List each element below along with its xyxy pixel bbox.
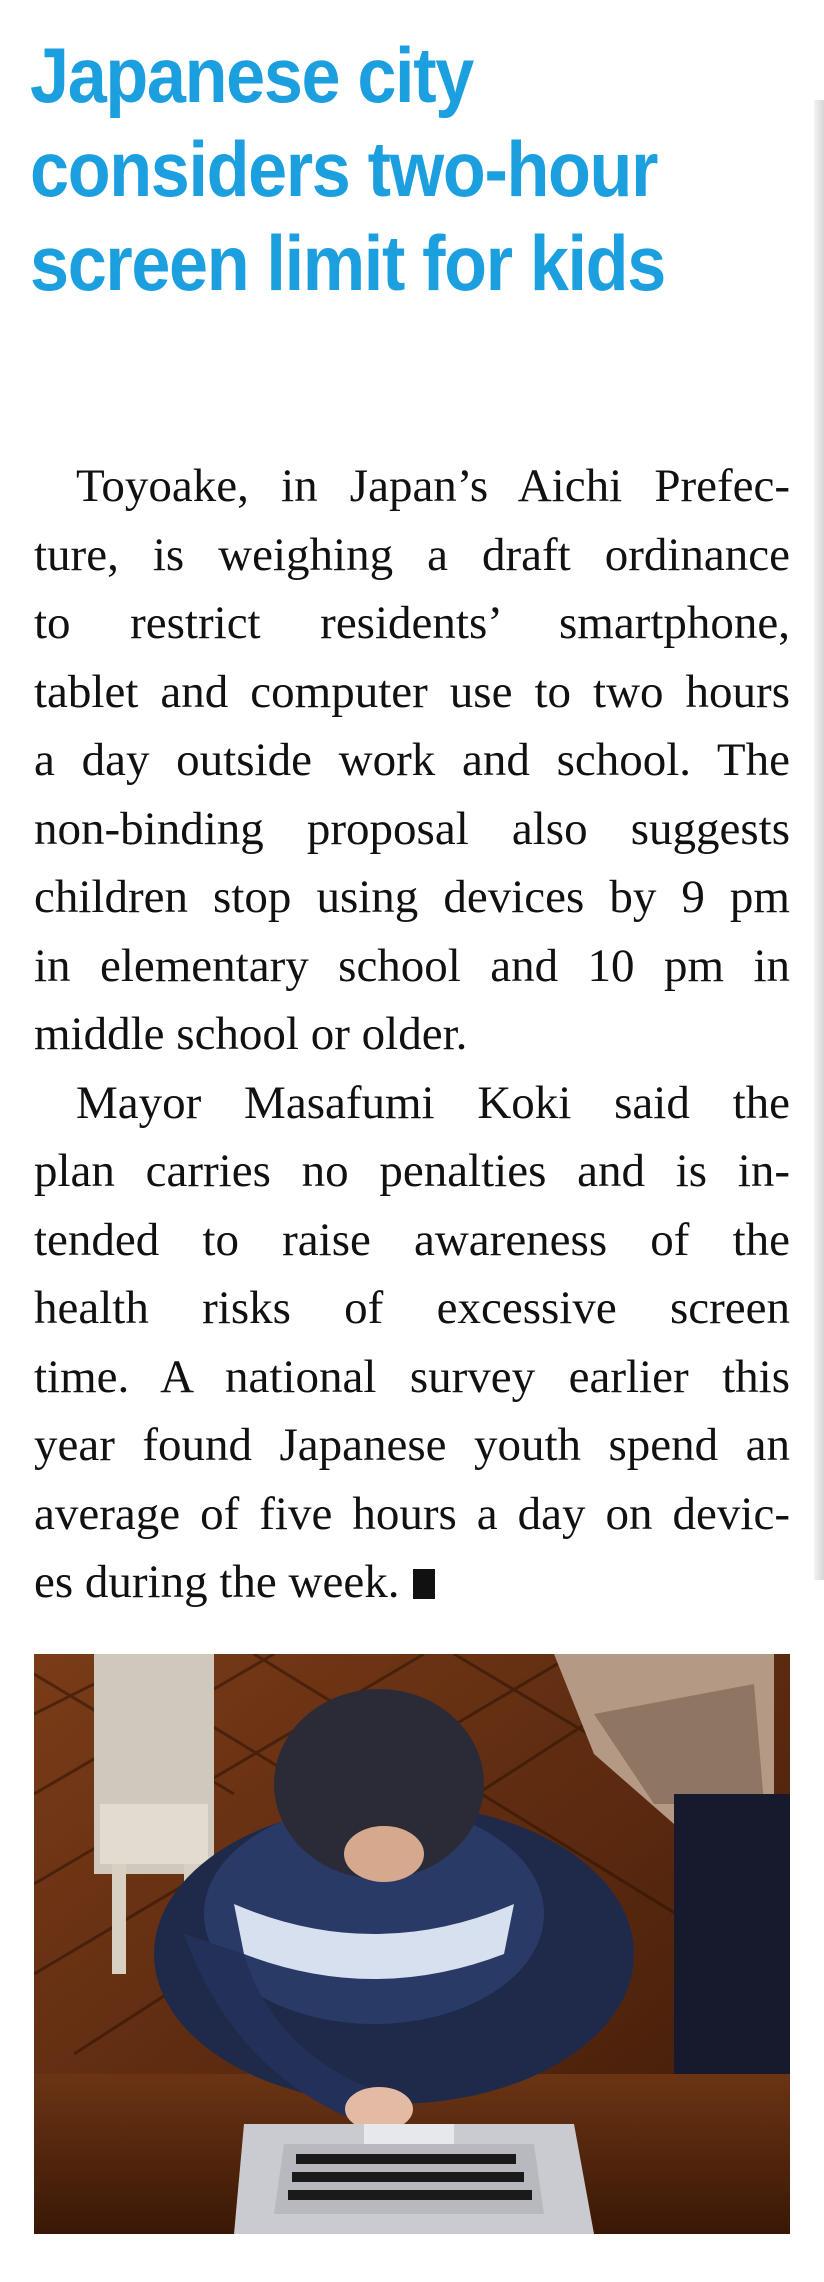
text-line: year found Japanese youth spend an [34, 1419, 790, 1471]
end-mark-icon [413, 1569, 435, 1599]
article-photo [34, 1654, 790, 2234]
text-line: ture, is weighing a draft ordinance [34, 528, 790, 581]
text-line: middle school or older. [34, 1008, 468, 1060]
text-line: plan carries no penalties and is in- [34, 1145, 790, 1197]
text-line: children stop using devices by 9 pm [34, 871, 790, 923]
child-using-laptop-photo [34, 1654, 790, 2234]
headline-line: screen limit for kids [30, 219, 665, 307]
text-line-text: es during the week. [34, 1556, 400, 1608]
paragraph-2 [34, 1069, 790, 1617]
text-line: health risks of excessive screen [34, 1282, 790, 1334]
text-line: average of five hours a day on devic- [34, 1487, 790, 1540]
text-line: non-binding proposal also suggests [34, 802, 790, 855]
page-edge-shadow [814, 100, 824, 1580]
headline-line: Japanese city [30, 31, 473, 119]
text-line: time. A national survey earlier this [34, 1350, 790, 1403]
text-line: to restrict residents’ smartphone, [34, 597, 790, 649]
text-line: Toyoake, in Japan’s Aichi Prefec- [76, 460, 790, 512]
text-line: tended to raise awareness of the [34, 1213, 790, 1266]
paragraph-1 [34, 452, 790, 1069]
text-line: a day outside work and school. The [34, 734, 790, 786]
text-line: tablet and computer use to two hours [34, 665, 790, 718]
text-line-final [34, 1548, 790, 1617]
article-body [34, 452, 790, 1617]
headline-line: considers two-hour [30, 125, 658, 213]
text-line: in elementary school and 10 pm in [34, 939, 790, 992]
text-line: Mayor Masafumi Koki said the [76, 1076, 790, 1129]
headline [30, 28, 732, 310]
